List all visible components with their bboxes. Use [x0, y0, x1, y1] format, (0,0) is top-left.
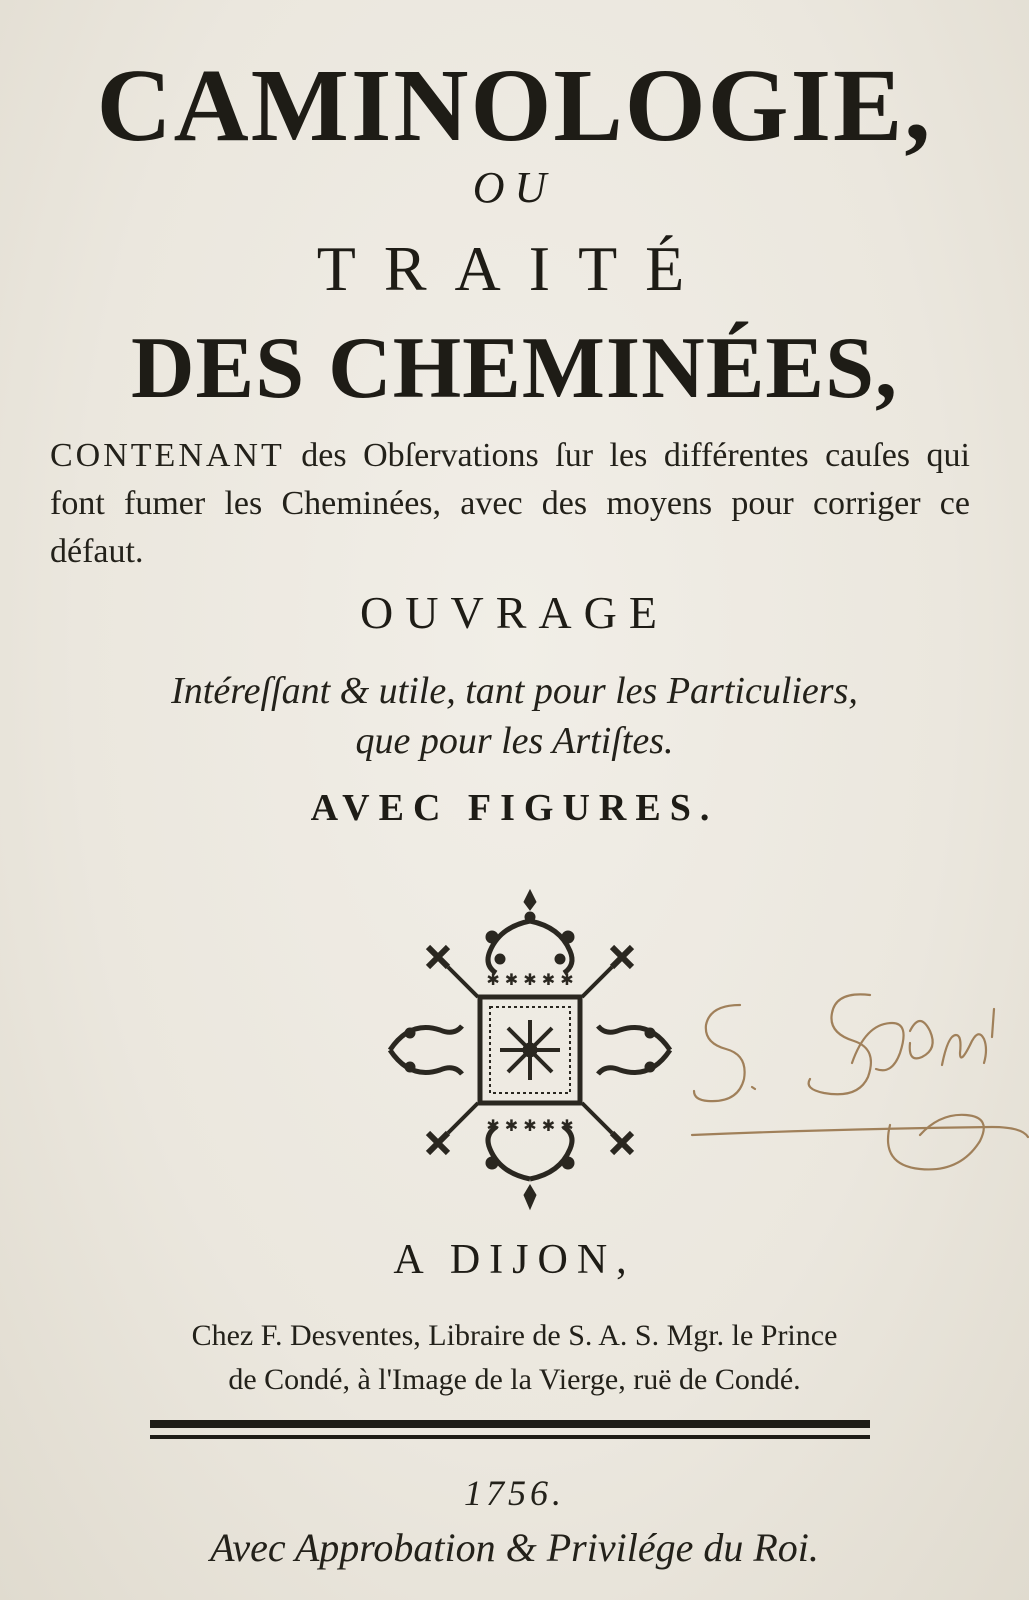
ouvrage-description-line-2: que pour les Artiſtes. — [355, 720, 674, 762]
handwritten-signature — [680, 975, 1029, 1205]
title-connector: OU — [472, 163, 557, 212]
floral-woodcut-ornament-icon — [380, 885, 680, 1215]
privilege-statement: Avec Approbation & Privilége du Roi. — [210, 1525, 819, 1570]
ouvrage-heading: OUVRAGE — [360, 587, 669, 638]
double-rule-divider — [150, 1420, 870, 1448]
title-traite: TRAITÉ — [316, 233, 713, 304]
imprint-place: A DIJON, — [393, 1237, 636, 1283]
description-text: des Obſervations ſur les différentes cauſes qui font fumer les Cheminées, avec des moyens pour corriger ce défaut. — [50, 437, 970, 570]
main-title: CAMINOLOGIE, — [96, 48, 933, 163]
figures-note: AVEC FIGURES. — [310, 787, 719, 829]
subtitle: DES CHEMINÉES, — [130, 320, 899, 417]
imprint-line-2: de Condé, à l'Image de la Vierge, ruë de Condé. — [228, 1363, 801, 1396]
ouvrage-description-line-1: Intéreſſant & utile, tant pour les Particuliers, — [171, 670, 858, 712]
imprint-line-1: Chez F. Desventes, Libraire de S. A. S. Mgr. le Prince — [191, 1319, 838, 1352]
description-lead: CONTENANT — [50, 437, 285, 474]
rule-thin — [150, 1435, 870, 1439]
svg-text:✱ ✱ ✱ ✱ ✱: ✱ ✱ ✱ ✱ ✱ — [486, 970, 574, 989]
description-paragraph — [50, 432, 970, 576]
ouvrage-description — [40, 666, 989, 766]
rule-thick — [150, 1420, 870, 1428]
svg-text:✱ ✱ ✱ ✱ ✱: ✱ ✱ ✱ ✱ ✱ — [486, 1116, 574, 1135]
publication-year: 1756. — [464, 1473, 565, 1513]
imprint-details — [55, 1314, 974, 1402]
